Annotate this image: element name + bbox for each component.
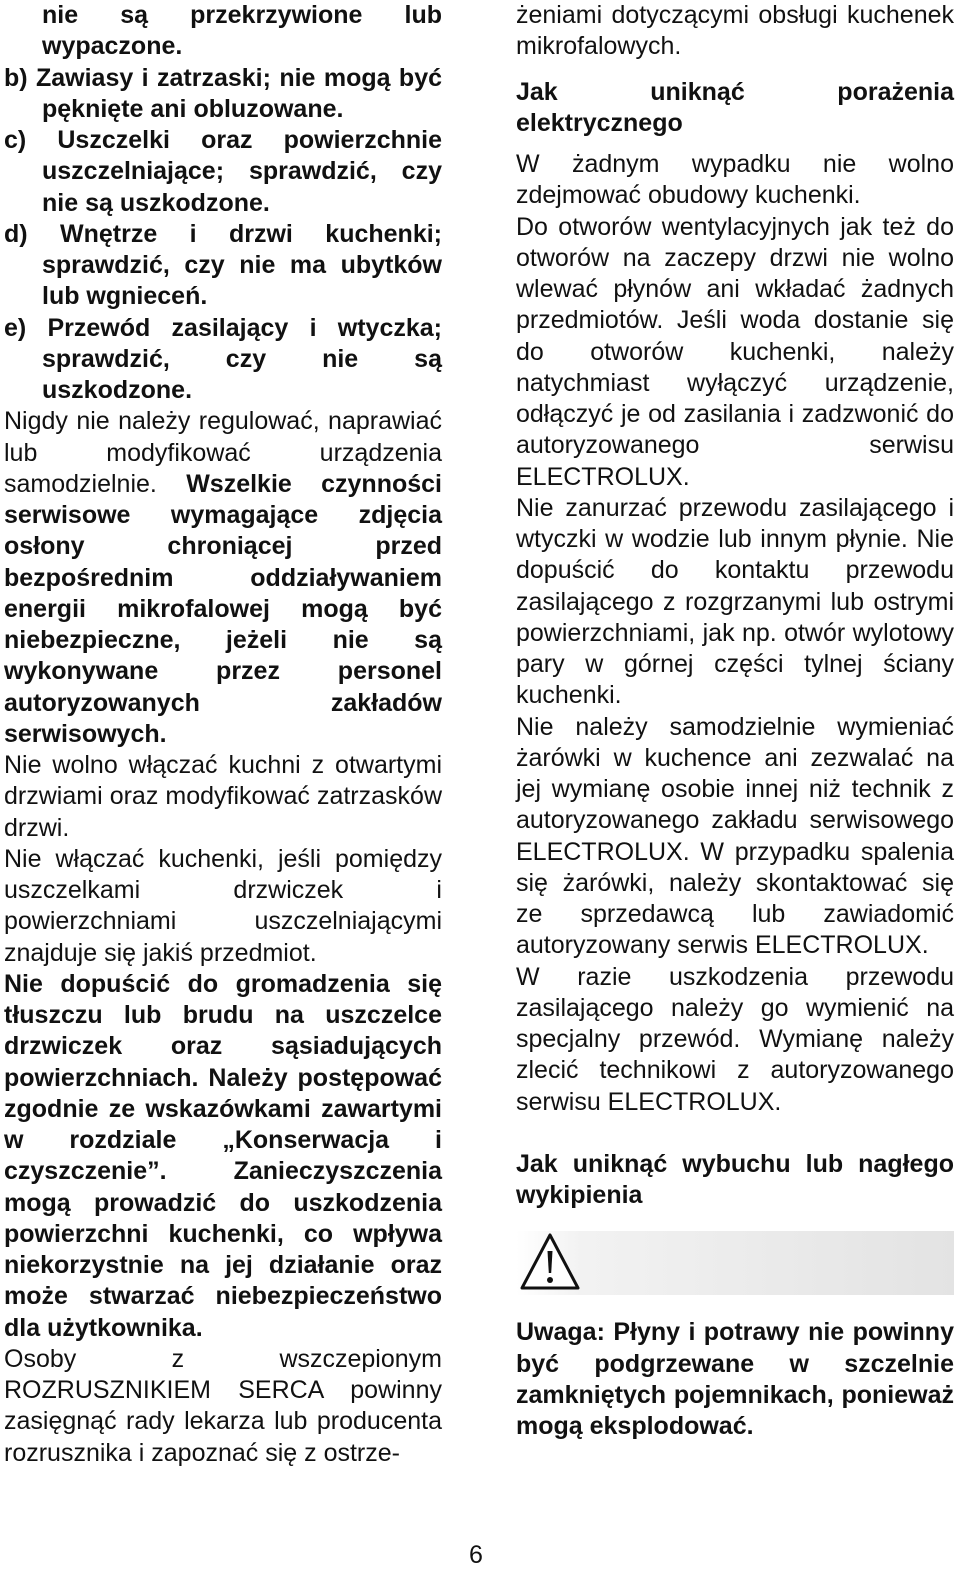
heading-explosion: Jak uniknąć wybuchu lub nagłego wykipienia (516, 1149, 954, 1209)
service-warning-text: Wszelkie czynności serwisowe wymagające zdjęcia osłony chroniącej przed bezpośrednim oddziaływaniem energii mikrofalowej mogą być niebezpieczne, jeżeli nie są wykonywane przez personel autoryzowanych zakładów serwisowych. (4, 469, 442, 748)
spacer (516, 1118, 954, 1149)
paragraph-housing: W żadnym wypadku nie wolno zdejmować obudowy kuchenki. (516, 150, 954, 210)
list-item-b-continuation: nie są przekrzywione lub wypaczone. (42, 1, 442, 61)
paragraph-vents: Do otworów wentylacyjnych jak też do otworów na zaczepy drzwi nie wolno wlewać płynów ani wkładać żadnych przedmiotów. Jeśli woda dostanie się do otworów kuchenki, należy natychmiast wyłączyć urządzenie, odłączyć je od zasilania i zadzwonić do autoryzowanego serwisu ELECTROLUX. (516, 212, 954, 491)
list-item-d: d) Wnętrze i drzwi kuchenki; sprawdzić, czy nie ma ubytków lub wgnieceń. (4, 219, 442, 311)
right-column (516, 0, 954, 1442)
list-item-b: b) Zawiasy i zatrzaski; nie mogą być pęknięte ani obluzowane. (4, 63, 442, 123)
warning-bar (516, 1231, 954, 1295)
paragraph-cable-water: Nie zanurzać przewodu zasilającego i wtyczki w wodzie lub innym płynie. Nie dopuścić do kontaktu przewodu zasilającego z rozgrzanymi lub ostrymi powierzchniami, jak np. otwór wylotowy pary w górnej części tylnej ściany kuchenki. (516, 493, 954, 710)
never-modify-text: Nigdy nie należy regulować, naprawiać lub modyfikować urządzenia samodzielnie. (4, 407, 442, 498)
warning-triangle-icon (518, 1231, 582, 1293)
list-item-c: c) Uszczelki oraz powierzchnie uszczelniające; sprawdzić, czy nie są uszkodzone. (4, 126, 442, 217)
paragraph-caution: Uwaga: Płyny i potrawy nie powinny być podgrzewane w szczelnie zamkniętych pojemnikach, ponieważ mogą eksplodować. (516, 1318, 954, 1440)
paragraph-pacemaker: Osoby z wszczepionym ROZRUSZNIKIEM SERCA powinny zasięgnąć rady lekarza lub producenta rozrusznika i zapoznać się z ostrze- (4, 1344, 442, 1467)
list-item-e: e) Przewód zasilający i wtyczka; sprawdzić, czy nie są uszkodzone. (4, 313, 442, 404)
paragraph-bulb: Nie należy samodzielnie wymieniać żarówki w kuchence ani zezwalać na jej wymianę osobie innej niż technik z autoryzowanego zakładu serwisowego ELECTROLUX. W przypadku spalenia się żarówki, należy skontaktować się ze sprzedawcą lub zawiadomić autoryzowany serwis ELECTROLUX. (516, 712, 954, 960)
paragraph-grease-warning: Nie dopuścić do gromadzenia się tłuszczu lub brudu na uszczelce drzwiczek oraz sąsiadujących powierzchniach. Należy postępować zgodnie ze wskazówkami zawartymi w rozdziale „Konserwacja i czyszczenie”. Zanieczyszczenia mogą prowadzić do uszkodzenia powierzchni kuchenki, co wpływa niekorzystnie na jej działanie oraz może stwarzać niebezpieczeństwo dla użytkownika. (4, 969, 442, 1342)
left-column (4, 0, 442, 1469)
paragraph-cable-damage: W razie uszkodzenia przewodu zasilającego należy go wymienić na specjalny przewód. Wymianę należy zlecić technikowi z autoryzowanego serwisu ELECTROLUX. (516, 962, 954, 1116)
paragraph-door-open: Nie wolno włączać kuchni z otwartymi drzwiami oraz modyfikować zatrzasków drzwi. (4, 751, 442, 842)
page-number: 6 (469, 1541, 483, 1569)
paragraph-pacemaker-continuation: żeniami dotyczącymi obsługi kuchenek mikrofalowych. (516, 1, 954, 61)
heading-electric-shock: Jak uniknąć porażenia elektrycznego (516, 77, 954, 137)
paragraph-never-modify (4, 406, 442, 750)
paragraph-object-in-door: Nie włączać kuchenki, jeśli pomiędzy uszczelkami drzwiczek i powierzchniami uszczelniającymi znajduje się jakiś przedmiot. (4, 844, 442, 967)
